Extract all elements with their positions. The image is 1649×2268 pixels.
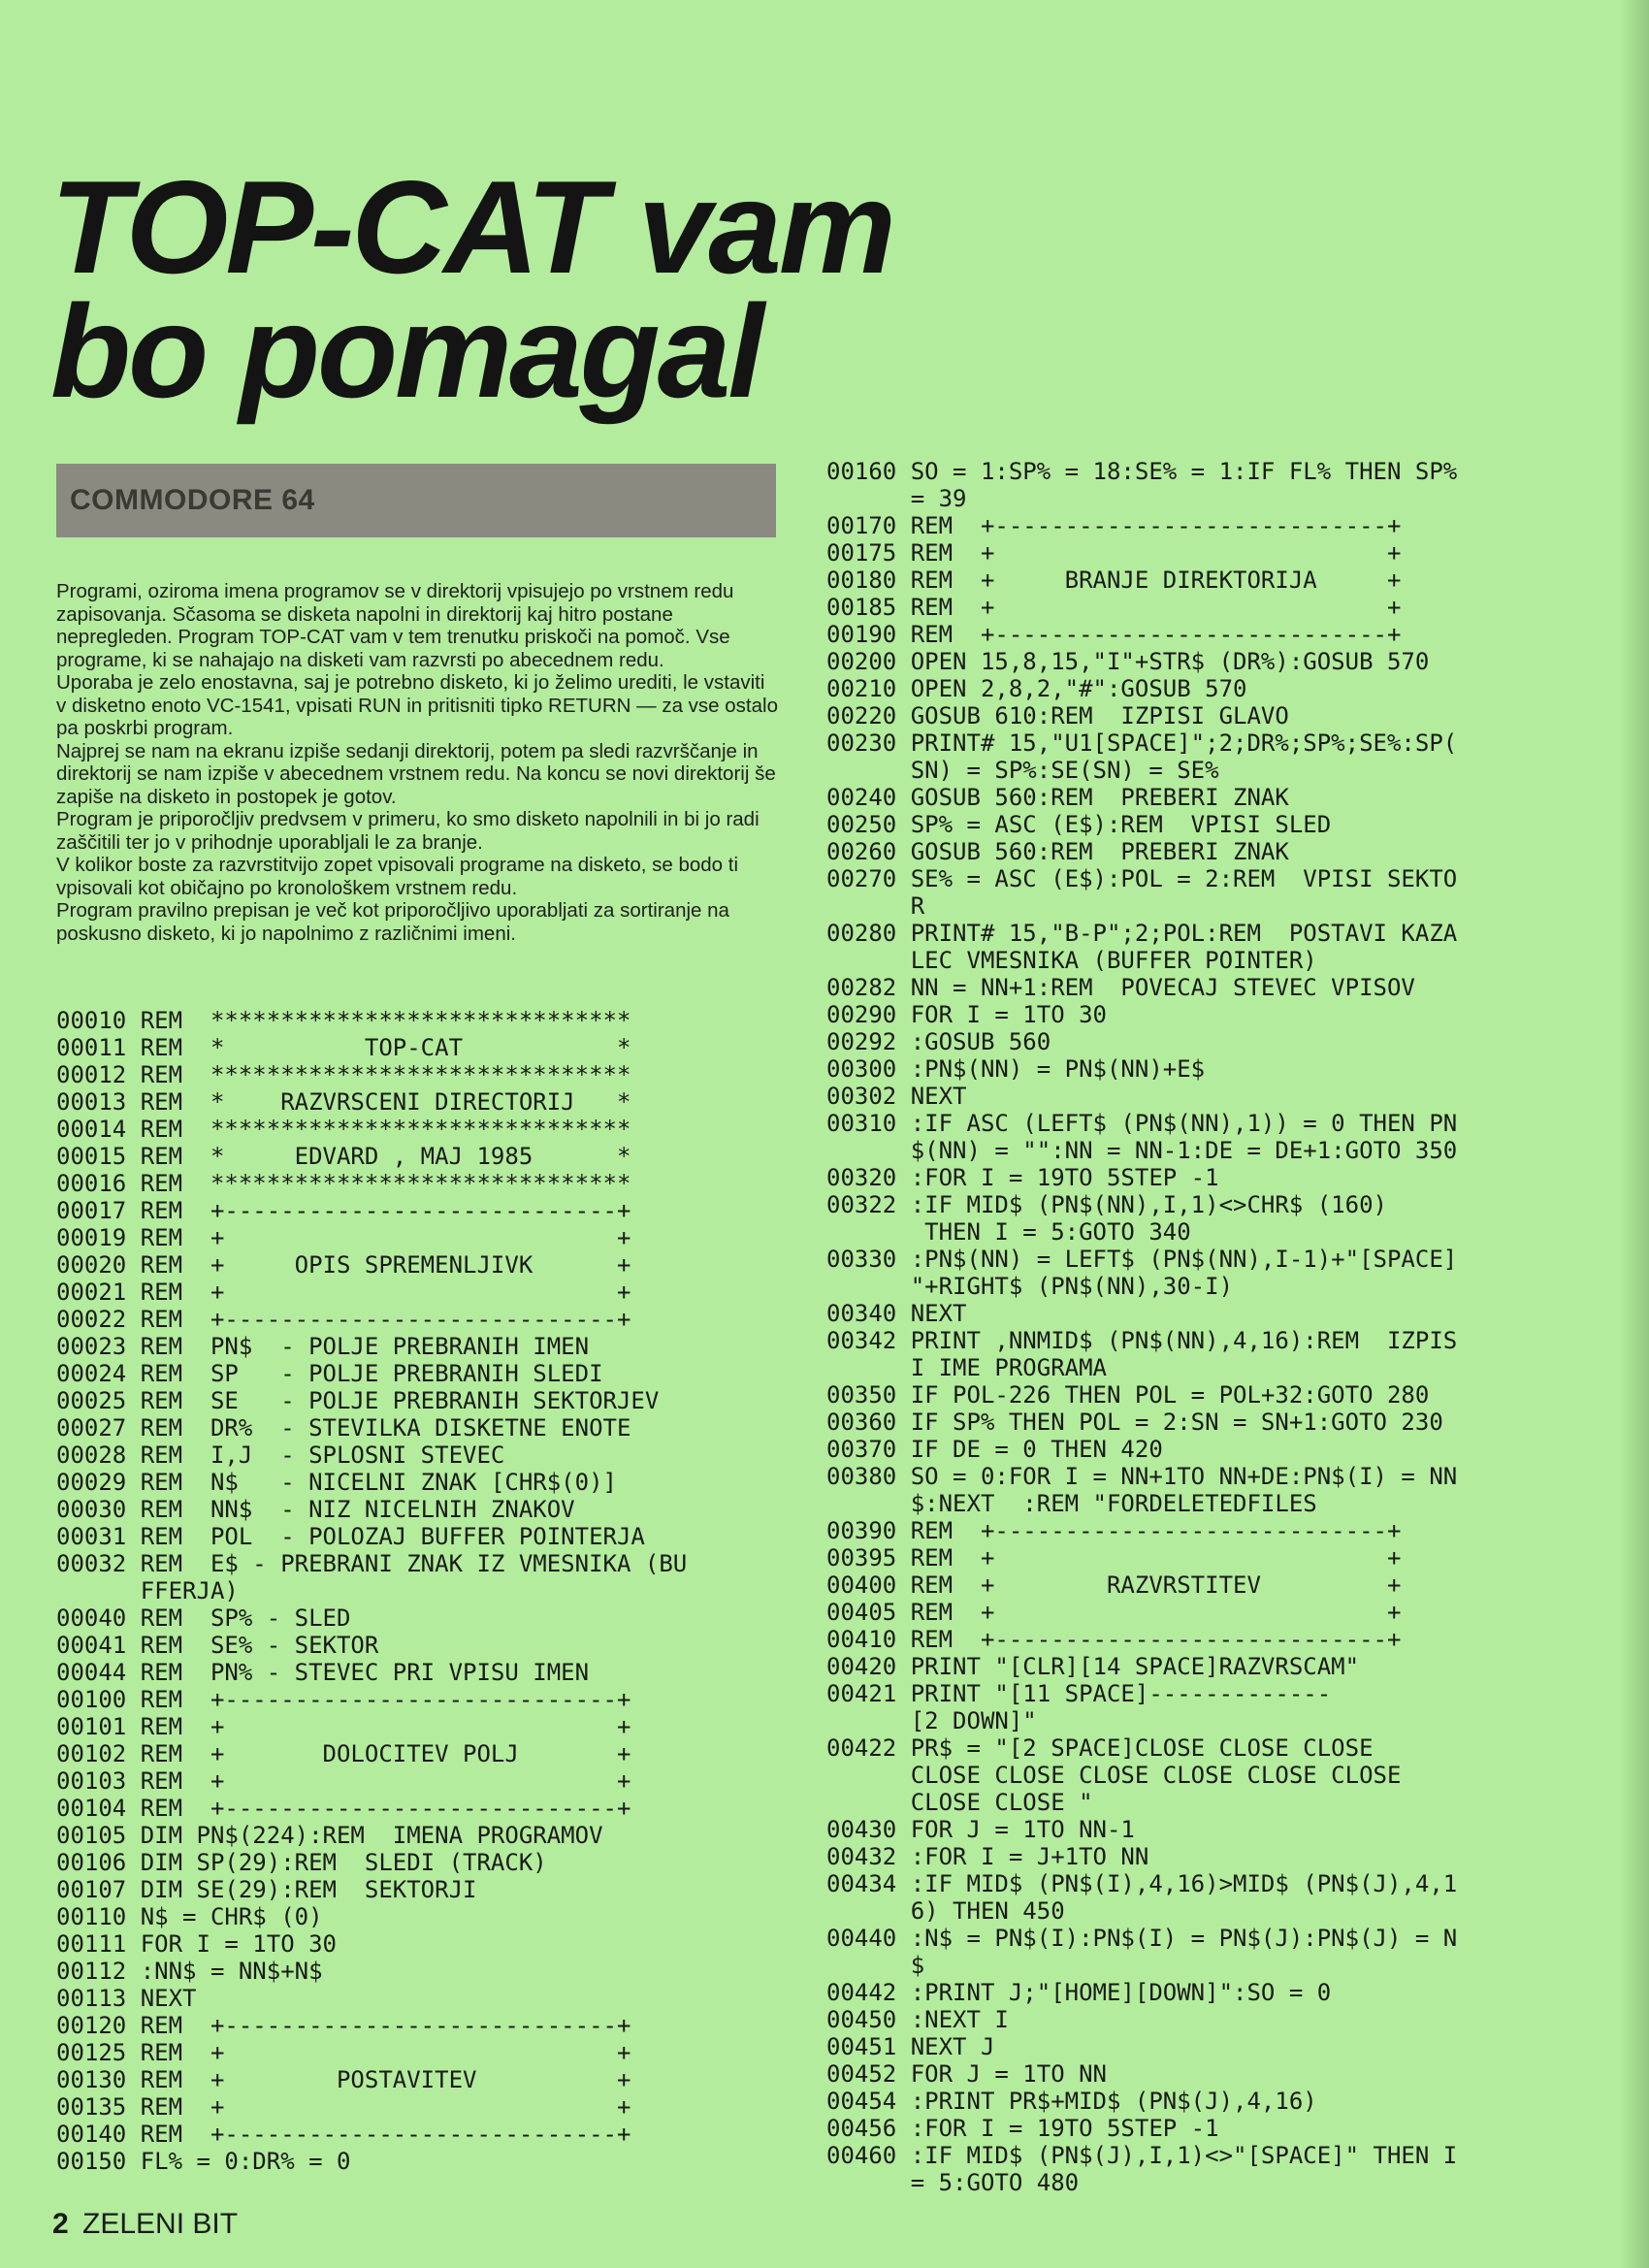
code-line: 00020 REM + OPIS SPREMENLJIVK + (56, 1251, 631, 1279)
code-line: 00220 GOSUB 610:REM IZPISI GLAVO (826, 702, 1289, 729)
code-line: 00160 SO = 1:SP% = 18:SE% = 1:IF FL% THEN SP% (826, 458, 1458, 485)
code-line: 00102 REM + DOLOCITEV POLJ + (56, 1740, 631, 1767)
code-line: 00100 REM +----------------------------+ (56, 1686, 631, 1713)
code-listing-left (56, 1007, 782, 2175)
code-line: 00370 IF DE = 0 THEN 420 (826, 1436, 1163, 1463)
code-line: 00421 PRINT "[11 SPACE]------------- (826, 1680, 1332, 1707)
code-line: 00021 REM + + (56, 1279, 631, 1306)
code-line: SN) = SP%:SE(SN) = SE% (826, 757, 1219, 784)
intro-paragraph: Najprej se nam na ekranu izpiše sedanji direktorij, potem pa sledi razvrščanje in direktorij se nam izpiše v abecednem vrstnem redu. Na koncu se novi direktorij še zapiše na disketo in postopek je gotov. (56, 739, 776, 808)
code-line: 00280 PRINT# 15,"B-P";2;POL:REM POSTAVI KAZA (826, 920, 1458, 947)
code-line: 00111 FOR I = 1TO 30 (56, 1930, 337, 1958)
code-line: 00150 FL% = 0:DR% = 0 (56, 2148, 351, 2175)
code-line: 00016 REM ****************************** (56, 1170, 631, 1197)
code-line: 00044 REM PN% - STEVEC PRI VPISU IMEN (56, 1659, 590, 1686)
code-line: 00110 N$ = CHR$ (0) (56, 1903, 323, 1930)
code-line: 00460 :IF MID$ (PN$(J),I,1)<>"[SPACE]" THEN I (826, 2142, 1458, 2169)
code-line: $(NN) = "":NN = NN-1:DE = DE+1:GOTO 350 (826, 1137, 1458, 1164)
code-line: 00454 :PRINT PR$+MID$ (PN$(J),4,16) (826, 2088, 1317, 2115)
code-line: I IME PROGRAMA (826, 1354, 1107, 1381)
code-line: 00380 SO = 0:FOR I = NN+1TO NN+DE:PN$(I) = NN (826, 1463, 1458, 1490)
code-line: 00230 PRINT# 15,"U1[SPACE]";2;DR%;SP%;SE%:SP( (826, 729, 1458, 757)
code-line: 00180 REM + BRANJE DIREKTORIJA + (826, 567, 1402, 594)
code-line: 00440 :N$ = PN$(I):PN$(I) = PN$(J):PN$(J) = N (826, 1925, 1458, 1952)
code-line: 00101 REM + + (56, 1713, 631, 1740)
code-line: 00112 :NN$ = NN$+N$ (56, 1958, 323, 1985)
code-line: 00012 REM ****************************** (56, 1061, 631, 1088)
code-line: 00210 OPEN 2,8,2,"#":GOSUB 570 (826, 675, 1247, 702)
code-line: 00322 :IF MID$ (PN$(NN),I,1)<>CHR$ (160) (826, 1191, 1387, 1218)
code-line: 00451 NEXT J (826, 2033, 995, 2060)
code-line: $ (826, 1952, 925, 1979)
intro-paragraph: Program pravilno prepisan je več kot priporočljivo uporabljati za sortiranje na poskusno disketo, ki jo napolnimo z različnimi imeni. (56, 899, 729, 945)
code-line: 00185 REM + + (826, 594, 1402, 621)
code-line: 00292 :GOSUB 560 (826, 1028, 1051, 1055)
code-line: 00135 REM + + (56, 2093, 631, 2121)
code-line: 00028 REM I,J - SPLOSNI STEVEC (56, 1442, 505, 1469)
code-line: 00029 REM N$ - NICELNI ZNAK [CHR$(0)] (56, 1469, 617, 1496)
code-line: 00130 REM + POSTAVITEV + (56, 2066, 631, 2093)
intro-text (56, 580, 779, 945)
code-line: 00434 :IF MID$ (PN$(I),4,16)>MID$ (PN$(J),4,1 (826, 1870, 1458, 1897)
code-line: 00170 REM +----------------------------+ (826, 512, 1402, 539)
code-line: 00190 REM +----------------------------+ (826, 621, 1402, 648)
code-line: 00011 REM * TOP-CAT * (56, 1034, 631, 1061)
code-line: 00360 IF SP% THEN POL = 2:SN = SN+1:GOTO 230 (826, 1409, 1443, 1436)
code-line: 00302 NEXT (826, 1083, 967, 1110)
code-line: = 39 (826, 485, 967, 512)
code-line: CLOSE CLOSE " (826, 1789, 1093, 1816)
code-line: R (826, 892, 925, 920)
code-line: 00022 REM +----------------------------+ (56, 1306, 631, 1333)
code-line: $:NEXT :REM "FORDELETEDFILES (826, 1490, 1317, 1517)
page-footer (52, 2208, 238, 2241)
code-line: 00450 :NEXT I (826, 2006, 1009, 2033)
code-line: 00456 :FOR I = 19TO 5STEP -1 (826, 2115, 1219, 2142)
code-line: 00282 NN = NN+1:REM POVECAJ STEVEC VPISOV (826, 974, 1415, 1001)
code-line: 00250 SP% = ASC (E$):REM VPISI SLED (826, 811, 1332, 838)
code-line: 00405 REM + + (826, 1599, 1402, 1626)
code-line: 00430 FOR J = 1TO NN-1 (826, 1816, 1135, 1843)
code-line: 00041 REM SE% - SEKTOR (56, 1632, 379, 1659)
section-label: COMMODORE 64 (70, 484, 315, 516)
magazine-name: ZELENI BIT (82, 2208, 239, 2240)
code-line: 00040 REM SP% - SLED (56, 1604, 351, 1632)
code-line: 00260 GOSUB 560:REM PREBERI ZNAK (826, 838, 1289, 865)
page-edge-shadow (1620, 0, 1649, 2268)
code-line: 00024 REM SP - POLJE PREBRANIH SLEDI (56, 1360, 603, 1387)
code-line: 00030 REM NN$ - NIZ NICELNIH ZNAKOV (56, 1496, 575, 1523)
code-line: 00452 FOR J = 1TO NN (826, 2060, 1107, 2088)
code-line: 00120 REM +----------------------------+ (56, 2012, 631, 2039)
code-line: 00175 REM + + (826, 539, 1402, 567)
code-line: 00105 DIM PN$(224):REM IMENA PROGRAMOV (56, 1822, 603, 1849)
code-line: 00400 REM + RAZVRSTITEV + (826, 1571, 1402, 1599)
code-line: 00025 REM SE - POLJE PREBRANIH SEKTORJEV (56, 1387, 660, 1414)
code-line: 00422 PR$ = "[2 SPACE]CLOSE CLOSE CLOSE (826, 1734, 1374, 1762)
code-line: 00013 REM * RAZVRSCENI DIRECTORIJ * (56, 1088, 631, 1116)
code-line: 00015 REM * EDVARD , MAJ 1985 * (56, 1143, 631, 1170)
intro-paragraph: Programi, oziroma imena programov se v direktorij vpisujejo po vrstnem redu zapisovanja. Sčasoma se disketa napolni in direktorij kaj hitro postane nepregleden. Program TOP-CAT vam v tem trenutku priskoči na pomoč. Vse programe, ki se nahajajo na disketi vam razvrsti po abecednem redu. (56, 580, 734, 671)
code-line: 00106 DIM SP(29):REM SLEDI (TRACK) (56, 1849, 547, 1876)
code-line: 00107 DIM SE(29):REM SEKTORJI (56, 1876, 477, 1903)
code-line: 00432 :FOR I = J+1TO NN (826, 1843, 1149, 1870)
code-line: 00340 NEXT (826, 1300, 967, 1327)
title-line-1: TOP-CAT vam (50, 153, 893, 301)
code-line: 00330 :PN$(NN) = LEFT$ (PN$(NN),I-1)+"[SPACE] (826, 1246, 1458, 1273)
code-line: 00103 REM + + (56, 1767, 631, 1795)
code-line: LEC VMESNIKA (BUFFER POINTER) (826, 947, 1317, 974)
code-line: 00140 REM +----------------------------+ (56, 2121, 631, 2148)
code-line: 00023 REM PN$ - POLJE PREBRANIH IMEN (56, 1333, 590, 1360)
code-listing-right (826, 458, 1569, 2196)
article-title (50, 153, 893, 425)
code-line: 00240 GOSUB 560:REM PREBERI ZNAK (826, 784, 1289, 811)
code-line: 00032 REM E$ - PREBRANI ZNAK IZ VMESNIKA (BU (56, 1550, 688, 1577)
code-line: 00420 PRINT "[CLR][14 SPACE]RAZVRSCAM" (826, 1653, 1360, 1680)
code-line: 00113 NEXT (56, 1985, 197, 2012)
intro-paragraph: Program je priporočljiv predvsem v primeru, ko smo disketo napolnili in bi jo radi zaščitili ter jo v prihodnje uporabljali le za branje. (56, 808, 760, 854)
title-line-2: bo pomagal (50, 277, 762, 425)
page-number: 2 (52, 2208, 69, 2240)
code-line: 6) THEN 450 (826, 1897, 1065, 1925)
code-line: 00310 :IF ASC (LEFT$ (PN$(NN),1)) = 0 THEN PN (826, 1110, 1458, 1137)
code-line: 00290 FOR I = 1TO 30 (826, 1001, 1107, 1028)
code-line: 00300 :PN$(NN) = PN$(NN)+E$ (826, 1055, 1206, 1083)
code-line: THEN I = 5:GOTO 340 (826, 1218, 1191, 1246)
code-line: 00125 REM + + (56, 2039, 631, 2066)
code-line: 00019 REM + + (56, 1224, 631, 1251)
code-line: 00390 REM +----------------------------+ (826, 1517, 1402, 1544)
intro-paragraph: V kolikor boste za razvrstitvijo zopet vpisovali programe na disketo, se bodo ti vpisovali kot običajno po kronološkem vrstnem redu. (56, 854, 739, 899)
code-line: 00104 REM +----------------------------+ (56, 1795, 631, 1822)
code-line: "+RIGHT$ (PN$(NN),30-I) (826, 1273, 1234, 1300)
code-line: 00017 REM +----------------------------+ (56, 1197, 631, 1224)
code-line: 00320 :FOR I = 19TO 5STEP -1 (826, 1164, 1219, 1191)
code-line: 00442 :PRINT J;"[HOME][DOWN]":SO = 0 (826, 1979, 1332, 2006)
code-line: FFERJA) (56, 1577, 239, 1604)
code-line: CLOSE CLOSE CLOSE CLOSE CLOSE CLOSE (826, 1762, 1402, 1789)
code-line: 00395 REM + + (826, 1544, 1402, 1571)
code-line: 00410 REM +----------------------------+ (826, 1626, 1402, 1653)
code-line: [2 DOWN]" (826, 1707, 1037, 1734)
code-line: 00270 SE% = ASC (E$):POL = 2:REM VPISI SEKTO (826, 865, 1458, 892)
intro-paragraph: Uporaba je zelo enostavna, saj je potrebno disketo, ki jo želimo urediti, le vstaviti v disketno enoto VC-1541, vpisati RUN in pritisniti tipko RETURN — za vse ostalo pa poskrbi program. (56, 671, 778, 739)
code-line: 00200 OPEN 15,8,15,"I"+STR$ (DR%):GOSUB 570 (826, 648, 1430, 675)
code-line: 00031 REM POL - POLOZAJ BUFFER POINTERJA (56, 1523, 645, 1550)
section-banner (56, 464, 776, 537)
code-line: 00350 IF POL-226 THEN POL = POL+32:GOTO 280 (826, 1381, 1430, 1409)
code-line: 00014 REM ****************************** (56, 1116, 631, 1143)
code-line: = 5:GOTO 480 (826, 2169, 1080, 2196)
code-line: 00010 REM ****************************** (56, 1007, 631, 1034)
code-line: 00027 REM DR% - STEVILKA DISKETNE ENOTE (56, 1414, 631, 1442)
code-line: 00342 PRINT ,NNMID$ (PN$(NN),4,16):REM IZPIS (826, 1327, 1458, 1354)
